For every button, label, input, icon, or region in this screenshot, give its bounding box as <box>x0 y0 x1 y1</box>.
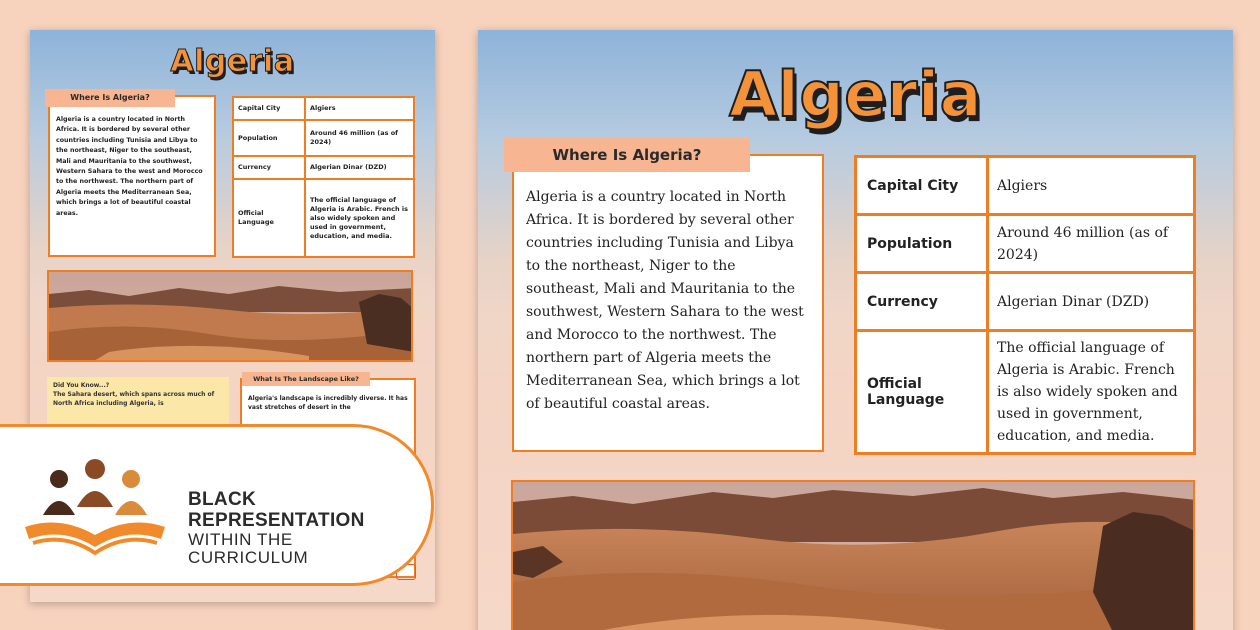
facts-table-small <box>232 96 415 258</box>
fact-label: Population <box>233 120 305 157</box>
where-text: Algeria is a country located in North Africa. It is bordered by several other countries including Tunisia and Libya to the northeast, Niger to the southeast, Mali and Mauritania to the southwest, Western Sahara to the west and Morocco to the northwest. The northern part of Algeria meets the Mediterranean Sea, which brings a lot of beautiful coastal areas. <box>512 154 824 452</box>
landscape-text-small: Algeria's landscape is incredibly diverse. It has vast stretches of desert in the <box>240 378 416 578</box>
fact-value: The official language of Algeria is Arabic. French is also widely spoken and used in government, education, and media. <box>988 331 1195 454</box>
fact-label: Currency <box>856 273 988 331</box>
did-you-know-heading: Did You Know...? <box>53 382 110 389</box>
where-text-small: Algeria is a country located in North Africa. It is bordered by several other countries including Tunisia and Libya to the northeast, Niger to the southeast, Mali and Mauritania to the southwest, Western Sahara to the west and Morocco to the northwest. The northern part of Algeria meets the Mediterranean Sea, which brings a lot of beautiful coastal areas. <box>48 95 216 257</box>
fact-label: Capital City <box>233 97 305 120</box>
fact-label: Official Language <box>233 179 305 257</box>
fact-label: Capital City <box>856 157 988 215</box>
fact-value: Around 46 million (as of 2024) <box>305 120 414 157</box>
worksheet-preview-large <box>478 30 1233 630</box>
black-representation-banner <box>0 424 434 586</box>
banner-line-curriculum: CURRICULUM <box>188 548 309 567</box>
banner-line-representation: REPRESENTATION <box>188 510 365 531</box>
desert-photo <box>511 480 1195 630</box>
fact-value: Around 46 million (as of 2024) <box>988 215 1195 273</box>
fact-value: Algerian Dinar (DZD) <box>988 273 1195 331</box>
fact-label: Currency <box>233 156 305 179</box>
landscape-heading-small: What Is The Landscape Like? <box>242 372 370 386</box>
fact-label: Official Language <box>856 331 988 454</box>
worksheet-title-small: Algeria <box>170 44 295 79</box>
fact-value: Algiers <box>988 157 1195 215</box>
banner-line-within: WITHIN THE <box>188 530 293 549</box>
worksheet-title: Algeria <box>729 58 982 131</box>
facts-table <box>854 155 1196 455</box>
banner-text <box>188 489 365 567</box>
fact-value: Algerian Dinar (DZD) <box>305 156 414 179</box>
fact-value: Algiers <box>305 97 414 120</box>
where-heading-small: Where Is Algeria? <box>45 89 175 107</box>
fact-value: The official language of Algeria is Arabic. French is also widely spoken and used in government, education, and media. <box>305 179 414 257</box>
fact-label: Population <box>856 215 988 273</box>
curriculum-logo-icon <box>15 457 175 559</box>
did-you-know-text: The Sahara desert, which spans across much of North Africa including Algeria, is <box>53 391 215 407</box>
desert-photo-small <box>47 270 413 362</box>
where-heading: Where Is Algeria? <box>504 138 750 172</box>
banner-line-black: BLACK <box>188 489 256 510</box>
